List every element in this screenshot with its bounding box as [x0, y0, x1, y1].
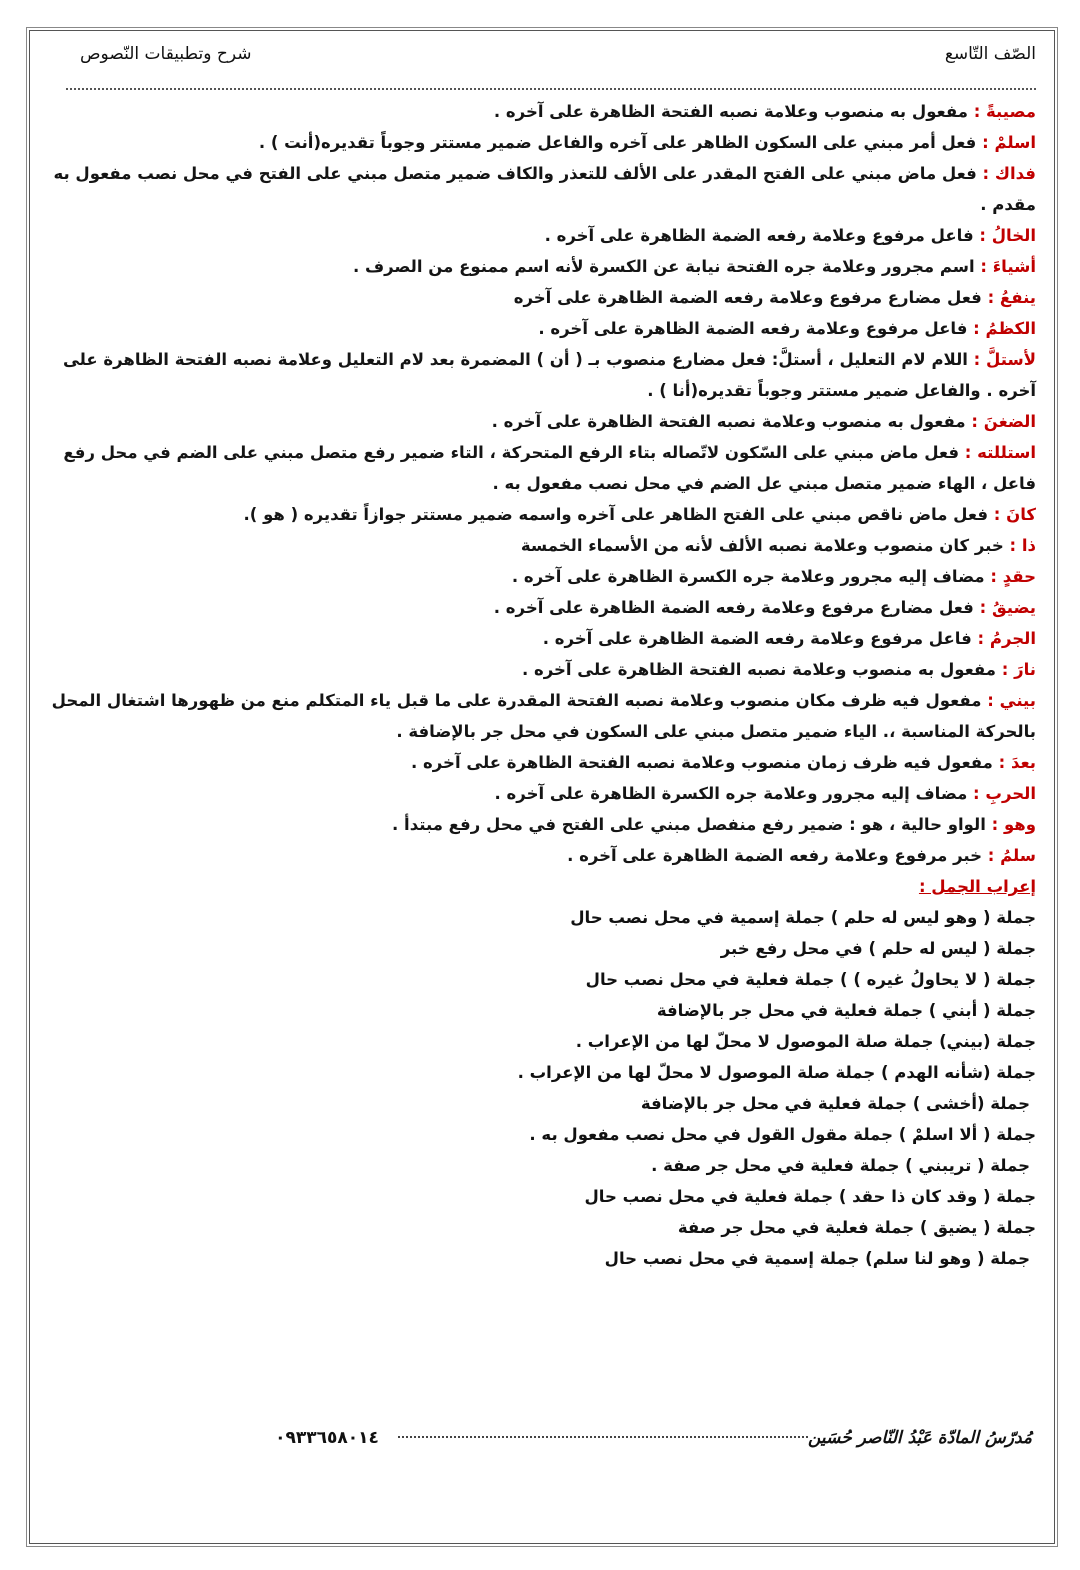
analysis-text: فعل ماض مبني على السّكون لاتّصاله بتاء الرفع المتحركة ، التاء ضمير رفع متصل مبني على الضم في محل رفع فاعل ، الهاء ضمير متصل مبني عل الضم في محل نصب مفعول به .: [63, 443, 1036, 493]
analysis-entry: [46, 313, 1036, 344]
analyzed-word: سلمُ: [1000, 846, 1036, 865]
separator: :: [971, 629, 990, 648]
analysis-text: مفعول به منصوب وعلامة نصبه الفتحة الظاهرة على آخره .: [521, 660, 997, 679]
analysis-entry: [46, 840, 1036, 871]
analysis-text: الواو حالية ، هو : ضمير رفع منفصل مبني على الفتح في محل رفع مبتدأ .: [392, 815, 986, 834]
sentence-entry: جملة (بيني) جملة صلة الموصول لا محلّ لها من الإعراب .: [575, 1032, 1036, 1051]
sentence-entry: جملة ( لا يحاولُ غيره ) ) جملة فعلية في محل نصب حال: [585, 970, 1036, 989]
analysis-entry: [46, 623, 1036, 654]
sentence-entry: جملة (شأنه الهدم ) جملة صلة الموصول لا محلّ لها من الإعراب .: [517, 1063, 1036, 1082]
analyzed-word: نارَ: [1014, 660, 1036, 679]
separator: :: [981, 691, 1000, 710]
analyzed-word: لأستلَّ: [986, 350, 1036, 369]
analysis-entry: [46, 251, 1036, 282]
analyzed-word: الحربِ: [985, 784, 1036, 803]
separator: :: [973, 226, 992, 245]
analyzed-word: مصيبةً: [986, 102, 1036, 121]
analyzed-word: وهو: [1003, 815, 1036, 834]
analysis-text: فاعل مرفوع وعلامة رفعه الضمة الظاهرة على آخره .: [542, 629, 972, 648]
analyzed-word: بيني: [999, 691, 1036, 710]
sentence-entry: جملة ( يضيق ) جملة فعلية في محل جر صفة: [677, 1218, 1036, 1237]
sentence-entry: جملة ( وهو لنا سلم) جملة إسمية في محل نصب حال: [604, 1249, 1030, 1268]
analyzed-word: يضيقُ: [991, 598, 1036, 617]
sentence-entry: جملة ( أبني ) جملة فعلية في محل جر بالإضافة: [656, 1001, 1036, 1020]
separator: :: [965, 412, 984, 431]
separator: :: [984, 567, 1003, 586]
analysis-entry: [46, 282, 1036, 313]
analysis-text: مضاف إليه مجرور وعلامة جره الكسرة الظاهرة على آخره .: [511, 567, 985, 586]
analyzed-word: استللته: [977, 443, 1036, 462]
analysis-text: مضاف إليه مجرور وعلامة جره الكسرة الظاهرة على آخره .: [494, 784, 968, 803]
analysis-entry: [46, 685, 1036, 747]
sentence-analysis-list: [46, 902, 1036, 1274]
analysis-entry: [46, 127, 1036, 158]
analysis-text: اسم مجرور وعلامة جره الفتحة نيابة عن الكسرة لأنه اسم ممنوع من الصرف .: [352, 257, 975, 276]
analysis-text: مفعول به منصوب وعلامة نصبه الفتحة الظاهرة على آخره .: [491, 412, 966, 431]
separator: :: [992, 753, 1011, 772]
analysis-entry: [46, 344, 1036, 406]
analysis-text: فعل مضارع مرفوع وعلامة رفعه الضمة الظاهرة على آخره: [513, 288, 982, 307]
teacher-name: مُدرّسُ المادّة عَبْدُ النّاصر حُسَين: [807, 1428, 1032, 1448]
separator: :: [967, 350, 987, 369]
separator: :: [981, 288, 1000, 307]
analysis-entry: [46, 530, 1036, 561]
grade-label: الصّف التّاسع: [944, 44, 1036, 64]
analysis-entry: [46, 220, 1036, 251]
analysis-text: مفعول فيه ظرف زمان منصوب وعلامة نصبه الفتحة الظاهرة على آخره .: [411, 753, 993, 772]
analysis-text: خبر مرفوع وعلامة رفعه الضمة الظاهرة على آخره .: [567, 846, 982, 865]
analysis-entry: [46, 499, 1036, 530]
analysis-text: فاعل مرفوع وعلامة رفعه الضمة الظاهرة على آخره .: [544, 226, 974, 245]
analysis-entry: [46, 592, 1036, 623]
separator: :: [1003, 536, 1022, 555]
header-divider: [66, 88, 1036, 90]
sentence-entry: جملة ( وقد كان ذا حقد ) جملة فعلية في محل نصب حال: [584, 1187, 1036, 1206]
analysis-text: مفعول فيه ظرف مكان منصوب وعلامة نصبه الفتحة المقدرة على ما قبل ياء المتكلم منع من ظهورها اشتغال المحل بالحركة المناسبة ،. الياء ضمير متصل مبني على السكون في محل جر بالإضافة .: [51, 691, 1036, 741]
separator: :: [988, 505, 1007, 524]
sentences-section-title: إعراب الجمل :: [918, 877, 1036, 896]
separator: :: [967, 102, 987, 121]
analysis-entry: [46, 437, 1036, 499]
analyzed-word: بعدَ: [1010, 753, 1036, 772]
analysis-entry: [46, 809, 1036, 840]
analysis-text: فاعل مرفوع وعلامة رفعه الضمة الظاهرة على آخره .: [538, 319, 968, 338]
analyzed-word: كانَ: [1006, 505, 1036, 524]
analyzed-word: ذا: [1021, 536, 1036, 555]
analysis-entry: [46, 406, 1036, 437]
analyzed-word: حقدٍ: [1002, 567, 1036, 586]
analyzed-word: الجرمُ: [989, 629, 1036, 648]
separator: :: [959, 443, 978, 462]
analysis-text: مفعول به منصوب وعلامة نصبه الفتحة الظاهرة على آخره .: [493, 102, 968, 121]
analysis-text: فعل مضارع مرفوع وعلامة رفعه الضمة الظاهرة على آخره .: [493, 598, 974, 617]
analyzed-word: الخالُ: [991, 226, 1036, 245]
teacher-phone: ٠٩٣٣٦٥٨٠١٤: [275, 1428, 379, 1448]
analysis-entry: [46, 747, 1036, 778]
analysis-entry: [46, 158, 1036, 220]
analysis-entry: [46, 96, 1036, 127]
analysis-text: فعل ماض ناقص مبني على الفتح الظاهر على آخره واسمه ضمير مستتر جوازاً تقديره ( هو ).: [243, 505, 989, 524]
sentence-entry: جملة ( وهو ليس له حلم ) جملة إسمية في محل نصب حال: [570, 908, 1036, 927]
analysis-text: فعل ماض مبني على الفتح المقدر على الألف للتعذر والكاف ضمير متصل مبني على الفتح في محل نصب مفعول به مقدم .: [53, 164, 1036, 214]
analysis-text: فعل أمر مبني على السكون الظاهر على آخره والفاعل ضمير مستتر وجوباً تقديره(أنت ) .: [258, 133, 977, 152]
separator: :: [976, 164, 995, 183]
sentence-entry: جملة ( تريبني ) جملة فعلية في محل جر صفة .: [651, 1156, 1030, 1175]
separator: :: [967, 784, 986, 803]
footer-dotted-line: [398, 1436, 808, 1438]
analyzed-word: الضغنَ: [983, 412, 1036, 431]
analysis-text: خبر كان منصوب وعلامة نصبه الألف لأنه من الأسماء الخمسة: [520, 536, 1004, 555]
document-body: [46, 96, 1036, 1274]
separator: :: [976, 133, 995, 152]
analysis-entry: [46, 778, 1036, 809]
analysis-entry: [46, 561, 1036, 592]
analyzed-word: فداك: [994, 164, 1036, 183]
page-footer: [50, 1428, 1036, 1458]
sentence-entry: جملة (أخشى ) جملة فعلية في محل جر بالإضافة: [640, 1094, 1030, 1113]
analysis-text: اللام لام التعليل ، أستلَّ: فعل مضارع منصوب بـ ( أن ) المضمرة بعد لام التعليل وعلامة نصبه الفتحة الظاهرة على آخره . والفاعل ضمير مستتر وجوباً تقديره(أنا ) .: [62, 350, 1036, 400]
separator: :: [996, 660, 1015, 679]
analyzed-word: أشياءَ: [992, 257, 1036, 276]
analyzed-word: ينفعُ: [999, 288, 1036, 307]
separator: :: [982, 846, 1001, 865]
separator: :: [985, 815, 1004, 834]
analyzed-word: اسلمْ: [994, 133, 1036, 152]
analysis-entry: [46, 654, 1036, 685]
separator: :: [967, 319, 986, 338]
sentence-entry: جملة ( ألا اسلمْ ) جملة مقول القول في محل نصب مفعول به .: [529, 1125, 1036, 1144]
separator: :: [974, 257, 993, 276]
sentence-entry: جملة ( ليس له حلم ) في محل رفع خبر: [720, 939, 1036, 958]
word-analysis-list: [46, 96, 1036, 871]
subject-label: شرح وتطبيقات النّصوص: [80, 44, 252, 64]
analyzed-word: الكظمُ: [985, 319, 1036, 338]
page-header: [80, 44, 1036, 72]
separator: :: [973, 598, 992, 617]
